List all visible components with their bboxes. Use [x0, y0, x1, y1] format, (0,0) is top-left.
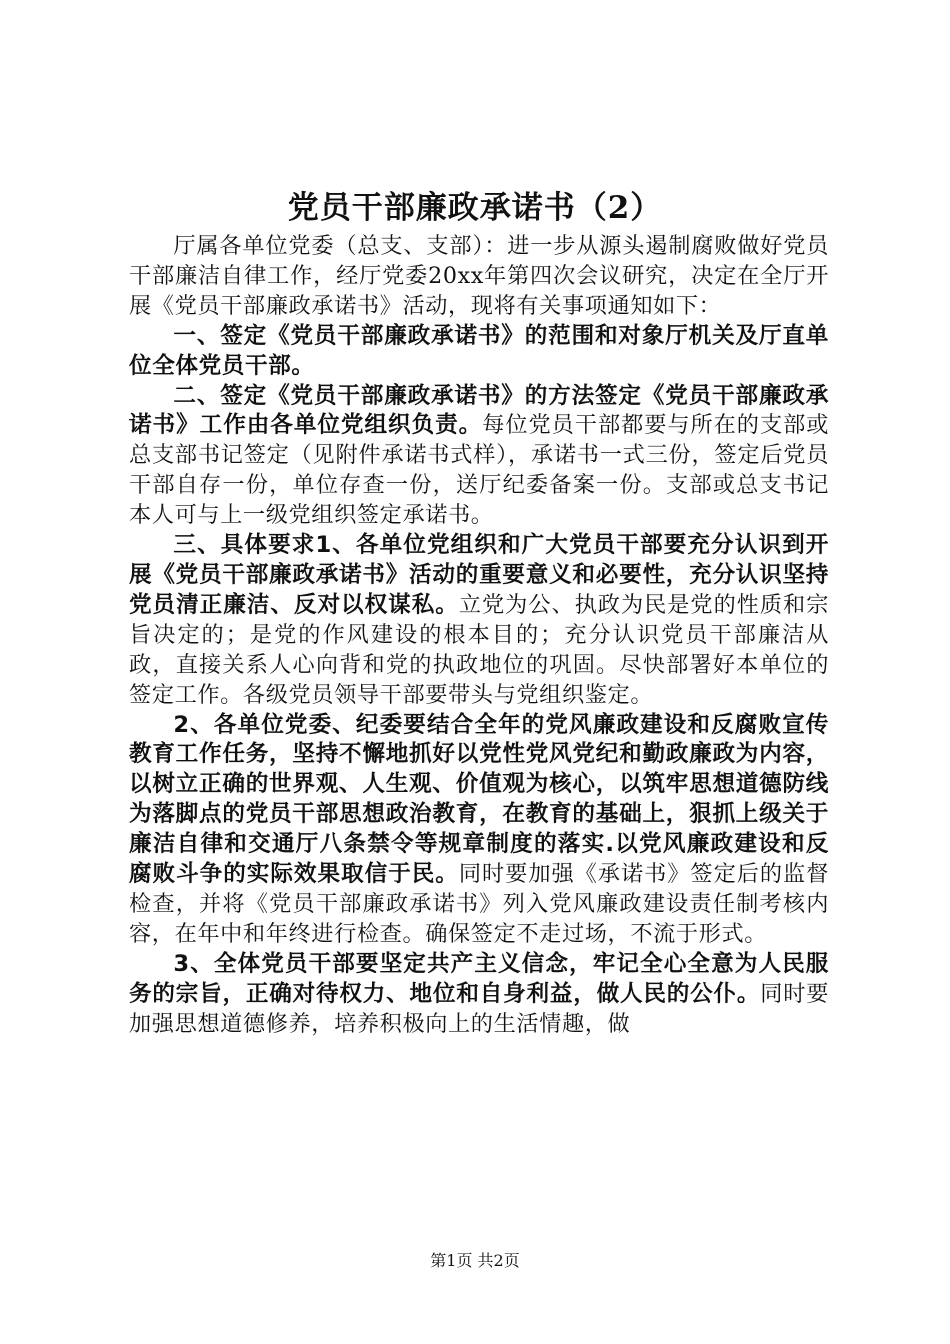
- paragraph-requirement-3: [129, 950, 829, 1040]
- paragraph-scope-text: 一、签定《党员干部廉政承诺书》的范围和对象厅机关及厅直单位全体党员干部。: [129, 322, 829, 379]
- paragraph-requirement-1: [129, 531, 829, 710]
- paragraph-requirement-3-text: 同时要加强思想道德修养，培养积极向上的生活情趣，做: [129, 980, 829, 1037]
- page-number: 第1页 共2页: [430, 1251, 520, 1270]
- document-title: 党员干部廉政承诺书（2）: [287, 190, 663, 226]
- paragraph-method: [129, 382, 829, 532]
- paragraph-method-bold: 二、签定《党员干部廉政承诺书》的方法签定《党员干部廉政承诺书》工作由各单位党组织负责。: [129, 382, 829, 439]
- paragraph-method-text: 每位党员干部都要与所在的支部或总支部书记签定（见附件承诺书式样），承诺书一式三份，签定后党员干部自存一份，单位存查一份，送厅纪委备案一份。支部或总支书记本人可与上一级党组织签定承诺书。: [129, 412, 830, 529]
- paragraph-requirement-2-text: 同时要加强《承诺书》签定后的监督检查，并将《党员干部廉政承诺书》列入党风廉政建设责任制考核内容，在年中和年终进行检查。确保签定不走过场，不流于形式。: [129, 861, 829, 947]
- paragraph-requirement-1-bold: 三、具体要求1、各单位党组织和广大党员干部要充分认识到开展《党员干部廉政承诺书》活动的重要意义和必要性，充分认识坚持党员清正廉洁、反对以权谋私。: [129, 532, 829, 618]
- paragraph-scope: [129, 322, 829, 382]
- paragraph-requirement-2-bold: 2、各单位党委、纪委要结合全年的党风廉政建设和反腐败宣传教育工作任务，坚持不懈地抓好以党性党风党纪和勤政廉政为内容，以树立正确的世界观、人生观、价值观为核心，以筑牢思想道德防线为落脚点的党员干部思想政治教育，在教育的基础上，狠抓上级关于廉洁自律和交通厅八条禁令等规章制度的落实.以党风廉政建设和反腐败斗争的实际效果取信于民。: [129, 711, 829, 888]
- paragraph-requirement-1-text: 立党为公、执政为民是党的性质和宗旨决定的；是党的作风建设的根本目的；充分认识党员干部廉洁从政，直接关系人心向背和党的执政地位的巩固。尽快部署好本单位的签定工作。各级党员领导干部要带头与党组织鉴定。: [129, 591, 829, 708]
- document-body: [129, 232, 829, 1039]
- paragraph-requirement-2: [129, 711, 829, 950]
- paragraph-requirement-3-bold: 3、全体党员干部要坚定共产主义信念，牢记全心全意为人民服务的宗旨，正确对待权力、地位和自身利益，做人民的公仆。: [129, 950, 829, 1007]
- paragraph-intro: 厅属各单位党委（总支、支部）：进一步从源头遏制腐败做好党员干部廉洁自律工作，经厅党委20xx年第四次会议研究，决定在全厅开展《党员干部廉政承诺书》活动，现将有关事项通知如下：: [129, 233, 829, 319]
